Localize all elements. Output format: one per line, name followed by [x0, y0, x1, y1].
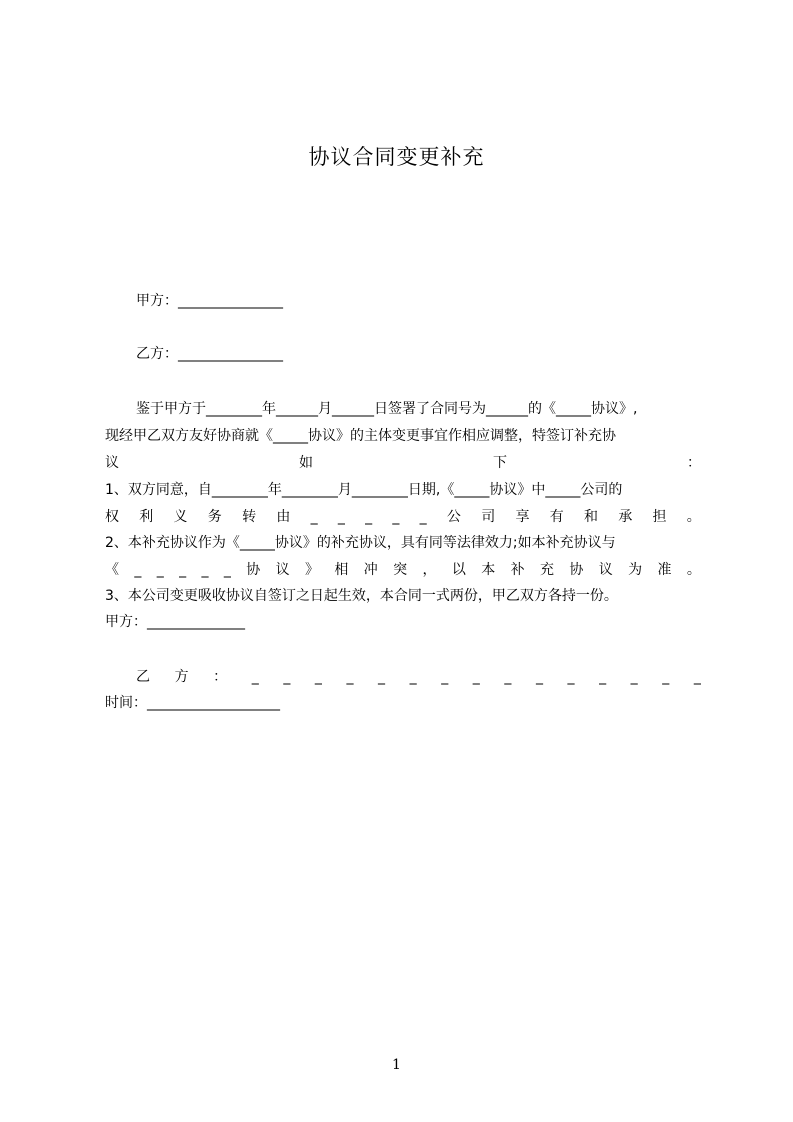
preamble-line-1: 鉴于甲方于________年______月______日签署了合同号为______的《_____协议》,	[136, 401, 638, 417]
char: _	[156, 562, 164, 578]
char: 协	[246, 562, 261, 578]
char: 享	[515, 509, 530, 525]
clause-2-line-2	[105, 559, 701, 581]
char: _	[662, 669, 670, 685]
char: 。	[686, 562, 701, 578]
char: 以	[451, 562, 466, 578]
char: 为	[628, 562, 643, 578]
char: 议	[105, 455, 119, 471]
char: 如	[299, 455, 313, 471]
char: 。	[686, 509, 701, 525]
char: 》	[305, 562, 319, 578]
char: 乙	[136, 669, 150, 685]
char: _	[251, 669, 259, 685]
char: ：	[213, 669, 228, 685]
char: _	[346, 669, 354, 685]
char: 权	[105, 509, 119, 525]
signature-party-b	[136, 666, 701, 688]
clause-3: 3、本公司变更吸收协议自签订之日起生效，本合同一式两份，甲乙双方各持一份。	[105, 588, 618, 604]
char: _	[179, 562, 187, 578]
char: ：	[687, 455, 701, 471]
char: 补	[510, 562, 525, 578]
char: 务	[207, 509, 222, 525]
char: 协	[569, 562, 584, 578]
char: _	[419, 509, 427, 525]
char: _	[535, 669, 543, 685]
preamble-line-3	[105, 452, 701, 474]
char: 利	[139, 509, 154, 525]
clause-1-line-1: 1、双方同意，自________年________月________日期,《_____协议》中_____公司的	[105, 482, 623, 498]
clause-2-line-1: 2、本补充协议作为《_____协议》的补充协议，具有同等法律效力;如本补充协议与	[105, 535, 616, 551]
char: 本	[481, 562, 496, 578]
signature-party-a: 甲方：______________	[105, 614, 245, 630]
char: 冲	[363, 562, 378, 578]
char: _	[337, 509, 345, 525]
char: _	[378, 669, 386, 685]
clause-1-line-2	[105, 506, 701, 528]
char: 公	[446, 509, 461, 525]
char: _	[392, 509, 400, 525]
char: _	[504, 669, 512, 685]
char: 和	[583, 509, 598, 525]
char: 义	[173, 509, 188, 525]
char: _	[283, 669, 291, 685]
char: _	[310, 509, 318, 525]
char: 相	[334, 562, 349, 578]
char: _	[314, 669, 322, 685]
char: _	[365, 509, 373, 525]
char: 由	[276, 509, 291, 525]
signature-time: 时间：___________________	[105, 695, 280, 711]
char: 准	[657, 562, 672, 578]
party-a-field: 甲方：_______________	[136, 293, 283, 309]
char: _	[201, 562, 209, 578]
char: 议	[275, 562, 290, 578]
char: 《	[105, 562, 119, 578]
char: 议	[598, 562, 613, 578]
char: _	[599, 669, 607, 685]
char: _	[693, 669, 701, 685]
char: _	[223, 562, 231, 578]
char: _	[441, 669, 449, 685]
char: _	[630, 669, 638, 685]
char: 有	[549, 509, 564, 525]
char: _	[134, 562, 142, 578]
char: 方	[174, 669, 189, 685]
page-number: 1	[392, 1057, 401, 1073]
char: 司	[481, 509, 496, 525]
char: _	[409, 669, 417, 685]
char: 担	[652, 509, 667, 525]
char: _	[472, 669, 480, 685]
char: 突	[393, 562, 408, 578]
preamble-line-2: 现经甲乙双方友好协商就《_____协议》的主体变更事宜作相应调整，特签订补充协	[105, 428, 616, 444]
char: _	[567, 669, 575, 685]
document-title: 协议合同变更补充	[308, 145, 485, 169]
char: 转	[242, 509, 257, 525]
char: 下	[493, 455, 507, 471]
char: 充	[540, 562, 554, 578]
char: ，	[422, 562, 437, 578]
party-b-field: 乙方：_______________	[136, 346, 283, 362]
char: 承	[618, 509, 633, 525]
